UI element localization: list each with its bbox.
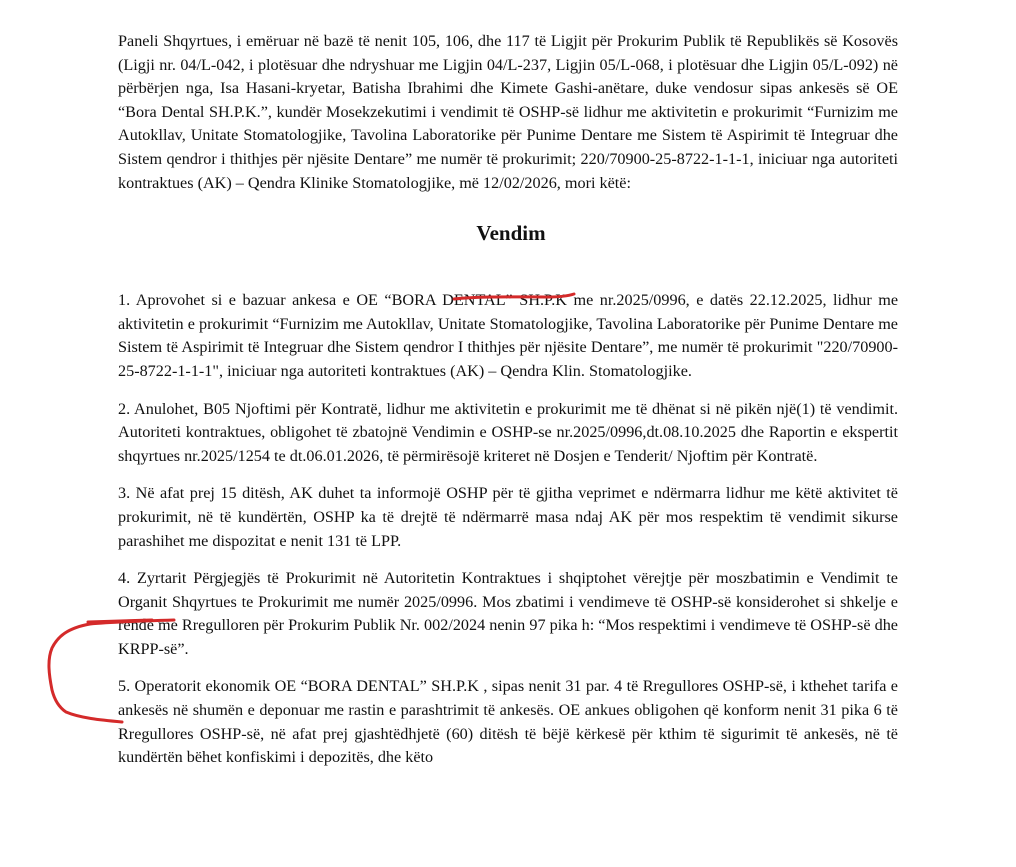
decision-heading: Vendim (476, 221, 546, 246)
decision-item-5: 5. Operatorit ekonomik OE “BORA DENTAL” SH.P.K , sipas nenit 31 par. 4 të Rregullores OSHP-së, i kthehet tarifa e ankesës në shumën e deponuar me rastin e parashtrimit të ankesës. OE ankues obligohen që konform nenit 31 pika 6 të Rregullores OSHP-së, në afat prej gjashtëdhjetë (60) ditësh të bëjë kërkesë për kthim të sigurimit të ankesës, në të kundërtën bëhet konfiskimi i depozitës, dhe këto (118, 677, 898, 767)
intro-paragraph: Paneli Shqyrtues, i emëruar në bazë të nenit 105, 106, dhe 117 të Ligjit për Prokurim Publik të Republikës së Kosovës (Ligji nr. 04/L-042, i plotësuar dhe ndryshuar me Ligjin 04/L-237, Ligjin 05/L-068, i plotësuar dhe Ligjin 05/L-092) në përbërjen nga, Isa Hasani-kryetar, Batisha Ibrahimi dhe Kimete Gashi-anëtare, duke vendosur sipas ankesës së OE “Bora Dental SH.P.K.”, kundër Mosekzekutimi i vendimit të OSHP-së lidhur me aktivitetin e prokurimit “Furnizim me Autokllav, Unitate Stomatologjike, Tavolina Laboratorike për Punime Dentare me Sistem të Aspirimit të Integruar dhe Sistem qendror i thithjes për njësite Dentare” me numër të prokurimit; 220/70900-25-8722-1-1-1, iniciuar nga autoriteti kontraktues (AK) – Qendra Klinike Stomatologjike, më 12/02/2026, mori këtë: (118, 32, 898, 192)
decision-item-4: 4. Zyrtarit Përgjegjës të Prokurimit në Autoritetin Kontraktues i shqiptohet vërejtje për moszbatimin e Vendimit te Organit Shqyrtues te Prokurimit me numër 2025/0996. Mos zbatimi i vendimeve të OSHP-së konsiderohet si shkelje e rëndë me Rregulloren për Prokurim Publik Nr. 002/2024 nenin 97 pika h: “Mos respektimi i vendimeve të OSHP-së dhe KRPP-së”. (118, 569, 898, 658)
document-page (118, 24, 898, 784)
heading-container (118, 221, 898, 261)
decision-item-1: 1. Aprovohet si e bazuar ankesa e OE “BORA DENTAL” SH.P.K me nr.2025/0996, e datës 22.12.2025, lidhur me aktivitetin e prokurimit “Furnizim me Autokllav, Unitate Stomatologjike, Tavolina Laboratorike për Punime Dentare me Sistem të Aspirimit të Integruar dhe Sistem qendror I thithjes për njësite Dentare”, me numër të prokurimit "220/70900-25-8722-1-1-1", iniciuar nga autoriteti kontraktues (AK) – Qendra Klin. Stomatologjike. (118, 291, 898, 380)
decision-item-2: 2. Anulohet, B05 Njoftimi për Kontratë, lidhur me aktivitetin e prokurimit me të dhënat si në pikën një(1) të vendimit. Autoriteti kontraktues, obligohet të zbatojnë Vendimin e OSHP-se nr.2025/0996,dt.08.10.2025 dhe Raportin e ekspertit shqyrtues nr.2025/1254 te dt.06.01.2026, të përmirësojë kriteret në Dosjen e Tenderit/ Njoftim për Kontratë. (118, 399, 898, 465)
decision-item-3: 3. Në afat prej 15 ditësh, AK duhet ta informojë OSHP për të gjitha veprimet e ndërmarra lidhur me këtë aktivitet të prokurimit, në të kundërtën, OSHP ka të drejtë të ndërmarrë masa ndaj AK për mos respektim të vendimit sikurse parashihet me dispozitat e nenit 131 të LPP. (118, 484, 898, 550)
decision-items (118, 289, 898, 770)
